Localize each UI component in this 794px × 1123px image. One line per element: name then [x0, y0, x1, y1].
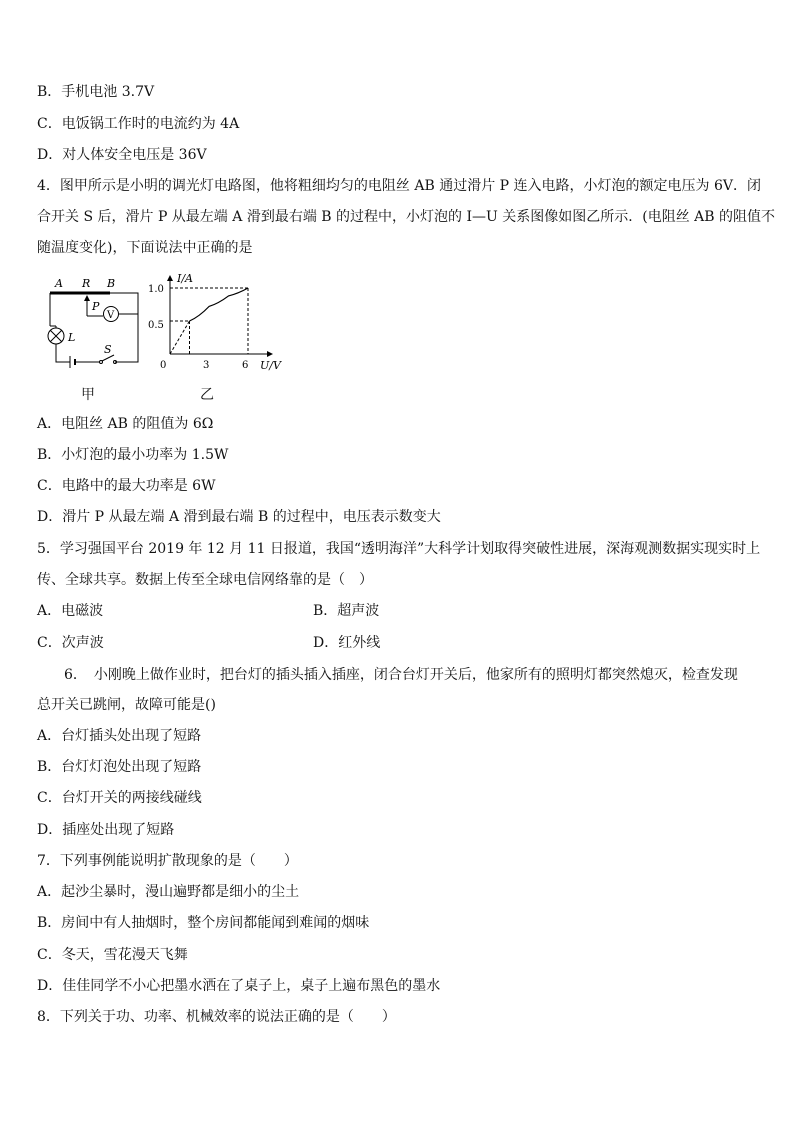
label-s: S [104, 343, 112, 356]
x-tick-6: 6 [242, 360, 249, 371]
question-4-option-b: B．小灯泡的最小功率为 1.5W [37, 447, 229, 463]
question-4-figure [40, 270, 300, 410]
question-8: 8．下列关于功、功率、机械效率的说法正确的是（ ） [37, 1009, 396, 1025]
question-6-option-d: D．插座处出现了短路 [37, 822, 175, 838]
question-6-option-a: A．台灯插头处出现了短路 [37, 728, 202, 744]
question-4-option-d: D．滑片 P 从最左端 A 滑到最右端 B 的过程中，电压表示数变大 [37, 509, 441, 525]
question-4-line-1: 4．图甲所示是小明的调光灯电路图，他将粗细均匀的电阻丝 AB 通过滑片 P 连入电路，小灯泡的额定电压为 6V．闭 [37, 178, 761, 194]
question-6-option-c: C．台灯开关的两接线碰线 [37, 790, 202, 806]
x-tick-3: 3 [203, 360, 210, 371]
question-5-option-d: D．红外线 [313, 635, 381, 651]
question-7-option-c: C．冬天，雪花漫天飞舞 [37, 947, 188, 963]
question-5-option-c: C．次声波 [37, 635, 104, 651]
question-6-option-b: B．台灯灯泡处出现了短路 [37, 759, 202, 775]
label-r: R [82, 277, 91, 290]
iu-curve [190, 288, 249, 321]
option-c-rice-cooker: C．电饭锅工作时的电流约为 4A [37, 116, 240, 132]
y-axis-label: I/A [177, 272, 193, 285]
option-b-phone-battery: B．手机电池 3.7V [37, 84, 155, 100]
question-4-option-c: C．电路中的最大功率是 6W [37, 478, 216, 494]
question-5-line-1: 5．学习强国平台 2019 年 12 月 11 日报道，我国“透明海洋”大科学计划取得突破性进展，深海观测数据实现实时上 [37, 541, 761, 557]
dash-guide-origin-line [170, 321, 190, 354]
label-p: P [92, 300, 100, 313]
question-4-line-3: 随温度变化)，下面说法中正确的是 [37, 240, 253, 256]
question-6-line-2: 总开关已跳闸，故障可能是() [37, 697, 216, 713]
question-5-option-a: A．电磁波 [37, 603, 104, 619]
y-tick-1-0: 1.0 [148, 284, 164, 295]
question-7-option-a: A．起沙尘暴时，漫山遍野都是细小的尘土 [37, 884, 300, 900]
graph-dashed-guides [170, 288, 248, 354]
x-axis-label: U/V [260, 359, 281, 372]
label-b: B [107, 277, 116, 290]
iu-graph [40, 270, 300, 410]
figure-label-jia: 甲 [81, 387, 95, 403]
question-7: 7．下列事例能说明扩散现象的是（ ） [37, 853, 298, 869]
figure-label-yi: 乙 [200, 387, 214, 403]
y-tick-0-5: 0.5 [148, 320, 164, 331]
option-d-safe-voltage: D．对人体安全电压是 36V [37, 147, 207, 163]
question-4-option-a: A．电阻丝 AB 的阻值为 6Ω [37, 416, 214, 432]
question-7-option-d: D．佳佳同学不小心把墨水洒在了桌子上，桌子上遍布黑色的墨水 [37, 978, 441, 994]
question-7-option-b: B．房间中有人抽烟时，整个房间都能闻到难闻的烟味 [37, 915, 370, 931]
label-a: A [55, 277, 63, 290]
question-4-line-2: 合开关 S 后，滑片 P 从最左端 A 滑到最右端 B 的过程中，小灯泡的 I—U 关系图像如图乙所示．(电阻丝 AB 的阻值不 [37, 209, 775, 225]
origin-label: 0 [160, 360, 167, 371]
question-6-line-1: 6． 小刚晚上做作业时，把台灯的插头插入插座，闭合台灯开关后，他家所有的照明灯都突然熄灭，检查发现 [64, 667, 738, 683]
question-5-option-b: B．超声波 [313, 603, 380, 619]
question-5-line-2: 传、全球共享。数据上传至全球电信网络靠的是（ ） [37, 572, 373, 588]
label-l: L [68, 331, 76, 344]
label-v: V [107, 310, 115, 321]
